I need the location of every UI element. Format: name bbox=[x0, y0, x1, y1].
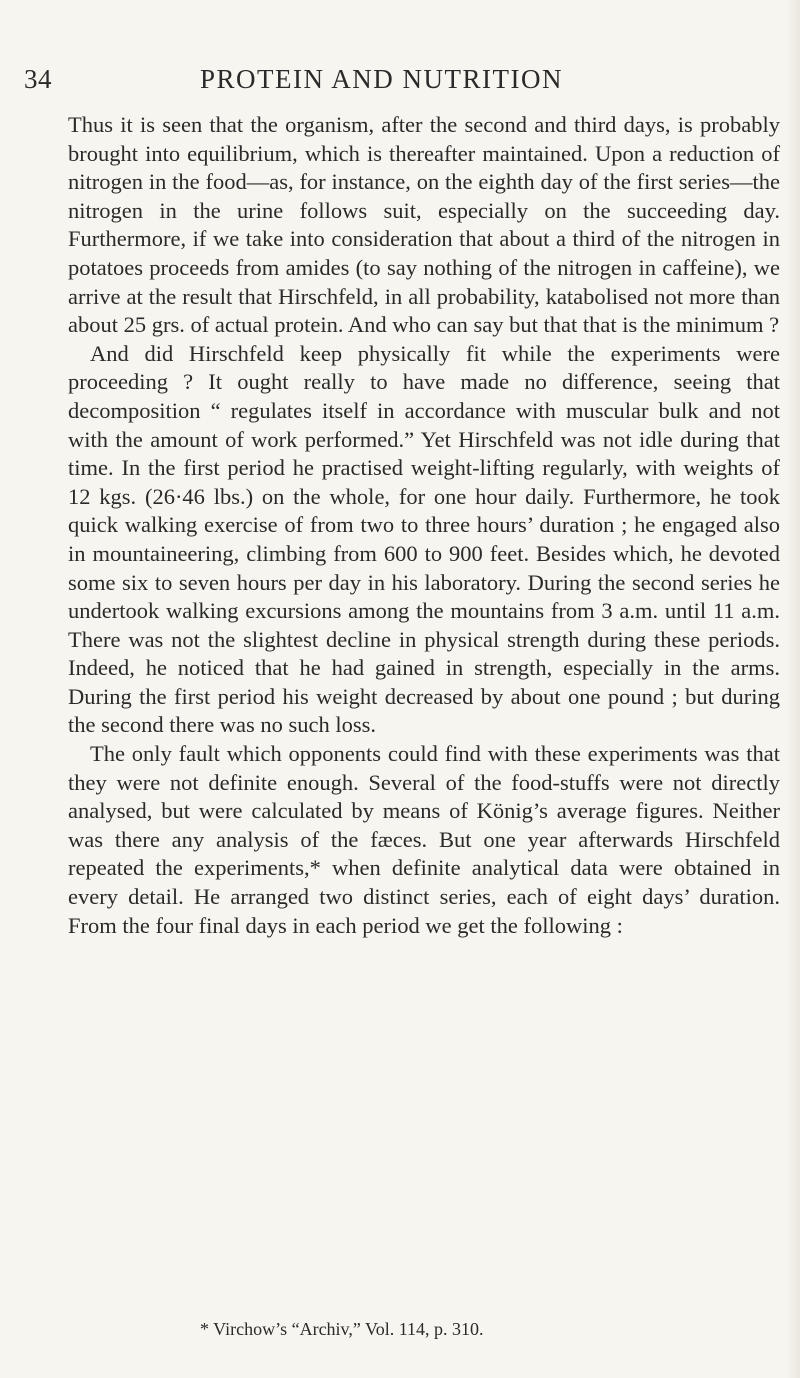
paragraph-1: Thus it is seen that the organism, after the second and third days, is probably brought into equilibrium, which is thereafter maintained. Upon a reduction of nitrogen in the food—as, for instance, on the eighth day of the first series—the nitrogen in the urine follows suit, especially on the succeeding day. Furthermore, if we take into consideration that about a third of the nitrogen in potatoes proceeds from amides (to say nothing of the nitrogen in caffeine), we arrive at the result that Hirschfeld, in all probability, katabolised not more than about 25 grs. of actual protein. And who can say but that that is the minimum ? bbox=[68, 112, 780, 338]
paragraph-3: The only fault which opponents could find with these experiments was that they were not definite enough. Several of the food-stuffs were not directly analysed, but were calculated by means of König’s average figures. Neither was there any analysis of the fæces. But one year afterwards Hirschfeld repeated the experiments,* when definite analytical data were obtained in every detail. He arranged two distinct series, each of eight days’ duration. From the four final days in each period we get the following : bbox=[68, 741, 780, 938]
page-edge-shadow bbox=[786, 0, 800, 1378]
page-number: 34 bbox=[24, 64, 52, 94]
footnote: * Virchow’s “Archiv,” Vol. 114, p. 310. bbox=[200, 1319, 484, 1339]
running-head: PROTEIN AND NUTRITION bbox=[200, 64, 563, 94]
body-text bbox=[68, 111, 780, 940]
paragraph-2: And did Hirschfeld keep physically fit while the experiments were proceeding ? It ought really to have made no difference, seeing that decomposition “ regulates itself in accordance with muscular bulk and not with the amount of work performed.” Yet Hirschfeld was not idle during that time. In the first period he practised weight-lifting regularly, with weights of 12 kgs. (26·46 lbs.) on the whole, for one hour daily. Furthermore, he took quick walking exercise of from two to three hours’ duration ; he engaged also in mountaineering, climbing from 600 to 900 feet. Besides which, he devoted some six to seven hours per day in his laboratory. During the second series he undertook walking excursions among the mountains from 3 a.m. until 11 a.m. There was not the slightest decline in physical strength during these periods. Indeed, he noticed that he had gained in strength, especially in the arms. During the first period his weight decreased by about one pound ; but during the second there was no such loss. bbox=[68, 340, 780, 738]
